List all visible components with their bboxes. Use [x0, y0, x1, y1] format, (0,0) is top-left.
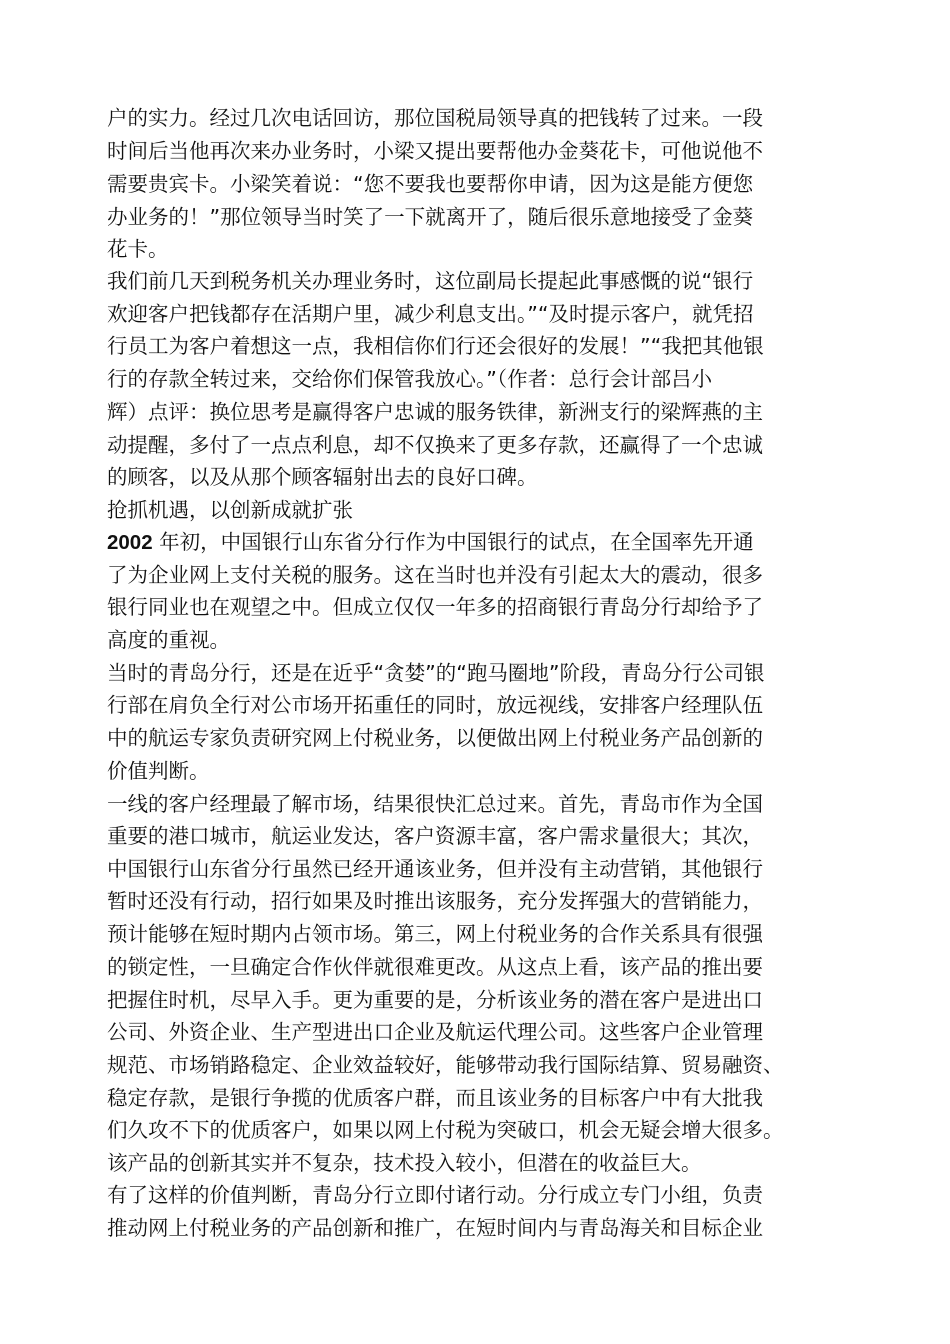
- text-line: 行的存款全转过来，交给你们保管我放心。”（作者：总行会计部吕小: [107, 367, 713, 391]
- text-line: 银行同业也在观望之中。但成立仅仅一年多的招商银行青岛分行却给予了: [107, 595, 763, 619]
- text-line: 时间后当他再次来办业务时，小梁又提出要帮他办金葵花卡，可他说他不: [107, 139, 763, 163]
- text-line: 花卡。: [107, 237, 169, 261]
- text-line: 行部在肩负全行对公市场开拓重任的同时，放远视线，安排客户经理队伍: [107, 693, 763, 717]
- text-line-2002: [107, 527, 867, 558]
- text-line: 行员工为客户着想这一点，我相信你们行还会很好的发展！”“我把其他银: [107, 334, 764, 358]
- text-line: 了为企业网上支付关税的服务。这在当时也并没有引起太大的震动，很多: [107, 563, 763, 587]
- text-line: 价值判断。: [107, 759, 210, 783]
- text-line: 需要贵宾卡。小梁笑着说：“您不要我也要帮你申请，因为这是能方便您: [107, 172, 754, 196]
- text-line: 稳定存款，是银行争揽的优质客户群，而且该业务的目标客户中有大批我: [107, 1086, 763, 1110]
- text-line: 把握住时机，尽早入手。更为重要的是，分析该业务的潜在客户是进出口: [107, 988, 763, 1012]
- text-line: 当时的青岛分行，还是在近乎“贪婪”的“跑马圈地”阶段，青岛分行公司银: [107, 661, 765, 685]
- text-line: 该产品的创新其实并不复杂，技术投入较小，但潜在的收益巨大。: [107, 1151, 702, 1175]
- text-line: 推动网上付税业务的产品创新和推广，在短时间内与青岛海关和目标企业: [107, 1216, 763, 1240]
- text-line: 我们前几天到税务机关办理业务时，这位副局长提起此事感慨的说“银行: [107, 269, 754, 293]
- text-line: 有了这样的价值判断，青岛分行立即付诸行动。分行成立专门小组，负责: [107, 1183, 763, 1207]
- text-line: 暂时还没有行动，招行如果及时推出该服务，充分发挥强大的营销能力，: [107, 889, 763, 913]
- text-line: 们久攻不下的优质客户，如果以网上付税为突破口，机会无疑会增大很多。: [107, 1118, 784, 1142]
- text-line: 欢迎客户把钱都存在活期户里，减少利息支出。”“及时提示客户，就凭招: [107, 302, 754, 326]
- section-heading: 抢抓机遇，以创新成就扩张: [107, 498, 353, 522]
- text-line: 规范、市场销路稳定、企业效益较好，能够带动我行国际结算、贸易融资、: [107, 1053, 784, 1077]
- text-line: 公司、外资企业、生产型进出口企业及航运代理公司。这些客户企业管理: [107, 1020, 763, 1044]
- text-line-rest: 年初，中国银行山东省分行作为中国银行的试点，在全国率先开通: [152, 530, 754, 554]
- text-line: 的锁定性，一旦确定合作伙伴就很难更改。从这点上看，该产品的推出要: [107, 955, 763, 979]
- text-line: 中的航运专家负责研究网上付税业务，以便做出网上付税业务产品创新的: [107, 726, 763, 750]
- year-text: 2002: [107, 531, 153, 554]
- text-line: 辉）点评：换位思考是赢得客户忠诚的服务铁律，新洲支行的梁辉燕的主: [107, 400, 763, 424]
- text-line: 高度的重视。: [107, 628, 230, 652]
- text-line: 办业务的！”那位领导当时笑了一下就离开了，随后很乐意地接受了金葵: [107, 205, 754, 229]
- text-line: 中国银行山东省分行虽然已经开通该业务，但并没有主动营销，其他银行: [107, 857, 763, 881]
- text-line: 的顾客，以及从那个顾客辐射出去的良好口碑。: [107, 465, 538, 489]
- text-line: 动提醒，多付了一点点利息，却不仅换来了更多存款，还赢得了一个忠诚: [107, 433, 763, 457]
- text-line: 一线的客户经理最了解市场，结果很快汇总过来。首先，青岛市作为全国: [107, 792, 763, 816]
- text-line: 预计能够在短时期内占领市场。第三，网上付税业务的合作关系具有很强: [107, 922, 763, 946]
- text-line: 重要的港口城市，航运业发达，客户资源丰富，客户需求量很大；其次，: [107, 824, 763, 848]
- text-line: 户的实力。经过几次电话回访，那位国税局领导真的把钱转了过来。一段: [107, 106, 763, 130]
